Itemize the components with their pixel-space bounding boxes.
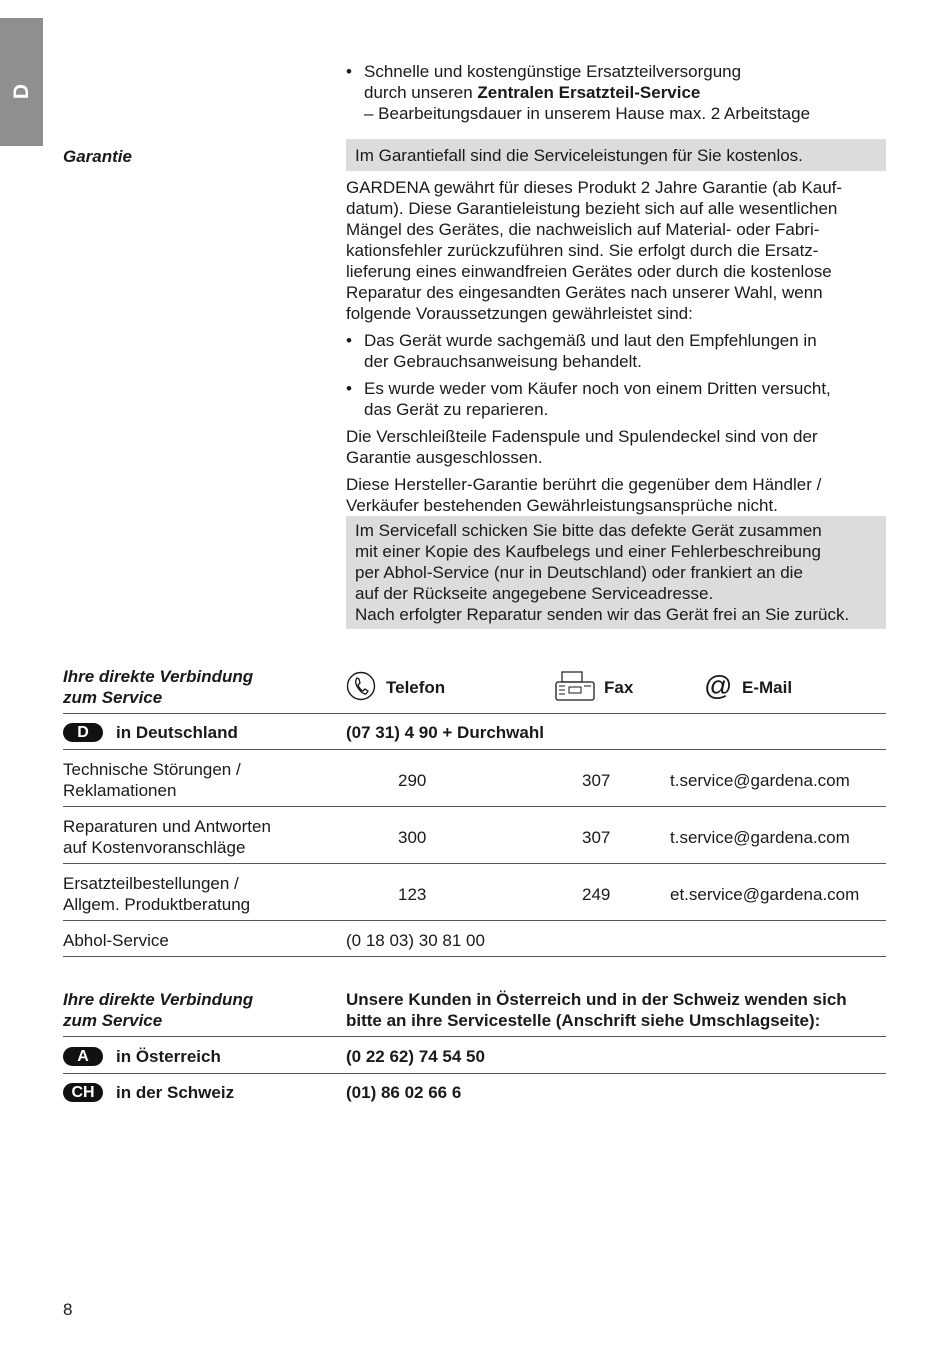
row-email[interactable]: t.service@gardena.com [670,771,850,790]
intl-note [346,989,847,1031]
divider [63,713,886,714]
switzerland-number: (01) 86 02 66 6 [346,1083,462,1102]
garantie-intro-line: Mängel des Gerätes, die nachweislich auf Material- oder Fabri- [346,220,820,239]
divider [63,920,886,921]
service-instructions-box [346,516,886,629]
table-row-label [63,873,333,915]
language-tab [0,18,43,146]
service-box-line: Nach erfolgter Reparatur senden wir das Gerät frei an Sie zurück. [355,605,850,624]
wear-parts-line: Die Verschleißteile Fadenspule und Spulendeckel sind von der [346,427,818,446]
row-fax: 249 [582,885,611,904]
service-box-line: mit einer Kopie des Kaufbelegs und einer Fehlerbeschreibung [355,542,821,561]
row-email[interactable]: t.service@gardena.com [670,828,850,847]
garantie-highlight-text: Im Garantiefall sind die Serviceleistungen für Sie kostenlos. [355,146,803,165]
garantie-intro-line: datum). Diese Garantieleistung bezieht sich auf alle wesentlichen [346,199,838,218]
garantie-condition-line: der Gebrauchsanweisung behandelt. [364,352,642,371]
phone-icon [346,671,376,706]
manufacturer-line: Diese Hersteller-Garantie berührt die gegenüber dem Händler / [346,475,822,494]
row-phone: 123 [398,885,427,904]
at-icon: @ [704,670,733,701]
col-phone-header: Telefon [386,678,446,697]
intl-heading-line: zum Service [63,1011,163,1030]
pickup-label: Abhol-Service [63,931,169,950]
row-phone: 290 [398,771,427,790]
row-label-line: Ersatzteilbestellungen / [63,874,239,893]
spare-parts-line3: – Bearbeitungsdauer in unserem Hause max. 2 Arbeitstage [364,104,811,123]
austria-label: in Österreich [116,1047,221,1066]
manufacturer-line: Verkäufer bestehenden Gewährleistungsansprüche nicht. [346,496,778,515]
garantie-condition-line: • Es wurde weder vom Käufer noch von einem Dritten versucht, [364,379,831,398]
divider [63,863,886,864]
spare-parts-service-name: Zentralen Ersatzteil-Service [477,83,701,102]
divider [63,956,886,957]
garantie-condition-line: das Gerät zu reparieren. [364,400,549,419]
garantie-intro [346,177,886,324]
pickup-number: (0 18 03) 30 81 00 [346,931,485,950]
spare-parts-bullet [346,61,886,124]
garantie-highlight [346,139,886,171]
garantie-intro-line: folgende Voraussetzungen gewährleistet sind: [346,304,693,323]
row-label-line: Reklamationen [63,781,177,800]
garantie-label: Garantie [63,147,132,166]
manufacturer-note [346,474,886,516]
row-fax: 307 [582,771,611,790]
contact-heading [63,666,253,708]
row-label-line: auf Kostenvoranschläge [63,838,246,857]
contact-heading-line: zum Service [63,688,163,707]
fax-icon [555,670,595,707]
garantie-condition [346,378,886,420]
divider [63,1036,886,1037]
spare-parts-line1: • Schnelle und kostengünstige Ersatzteilversorgung [364,62,742,81]
wear-parts-line: Garantie ausgeschlossen. [346,448,543,467]
row-label-line: Allgem. Produktberatung [63,895,251,914]
austria-number: (0 22 62) 74 54 50 [346,1047,485,1066]
garantie-intro-line: Reparatur des eingesandten Gerätes nach unserer Wahl, wenn [346,283,823,302]
page-number: 8 [63,1300,73,1319]
switzerland-label: in der Schweiz [116,1083,235,1102]
intl-note-line: Unsere Kunden in Österreich und in der Schweiz wenden sich [346,990,847,1009]
country-badge-de: D [63,723,103,742]
service-box-line: auf der Rückseite angegebene Serviceadresse. [355,584,714,603]
table-row-label [63,759,333,801]
row-label-line: Technische Störungen / [63,760,241,779]
divider [63,806,886,807]
service-box-line: per Abhol-Service (nur in Deutschland) oder frankiert an die [355,563,803,582]
service-box-line: Im Servicefall schicken Sie bitte das defekte Gerät zusammen [355,521,822,540]
intl-heading-line: Ihre direkte Verbindung [63,990,254,1009]
intl-note-line: bitte an ihre Servicestelle (Anschrift siehe Umschlagseite): [346,1011,821,1030]
col-email-header: E-Mail [742,678,793,697]
country-badge-at: A [63,1047,103,1066]
row-fax: 307 [582,828,611,847]
country-badge-ch: CH [63,1083,103,1102]
garantie-body [346,177,886,522]
row-label-line: Reparaturen und Antworten [63,817,271,836]
garantie-condition-line: • Das Gerät wurde sachgemäß und laut den Empfehlungen in [364,331,817,350]
divider [63,749,886,750]
spare-parts-line2-prefix: durch unseren [364,83,478,102]
contact-heading-line: Ihre direkte Verbindung [63,667,254,686]
garantie-intro-line: GARDENA gewährt für dieses Produkt 2 Jahre Garantie (ab Kauf- [346,178,843,197]
table-row-label [63,816,333,858]
row-email[interactable]: et.service@gardena.com [670,885,860,904]
spare-parts-line2 [364,82,886,103]
garantie-intro-line: kationsfehler zurückzuführen sind. Sie erfolgt durch die Ersatz- [346,241,819,260]
row-phone: 300 [398,828,427,847]
garantie-intro-line: lieferung eines einwandfreien Gerätes oder durch die kostenlose [346,262,832,281]
col-fax-header: Fax [604,678,634,697]
garantie-condition [346,330,886,372]
wear-parts-note [346,426,886,468]
intl-heading [63,989,253,1031]
germany-label: in Deutschland [116,723,238,742]
divider [63,1073,886,1074]
germany-number: (07 31) 4 90 + Durchwahl [346,723,544,742]
language-tab-letter: D [10,83,33,100]
